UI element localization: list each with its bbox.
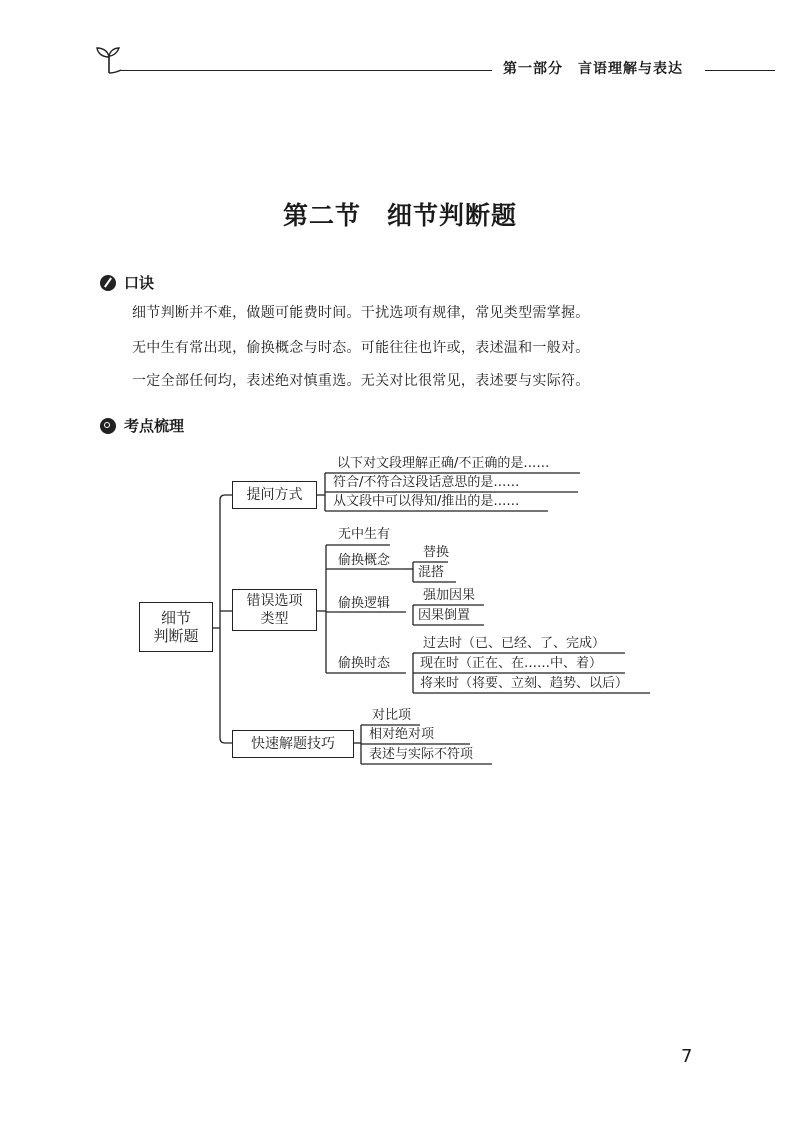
mindmap-question-item-3: 从文段中可以得知/推出的是…… xyxy=(333,494,520,509)
mindmap-tense-item-3: 将来时（将要、立刻、趋势、以后） xyxy=(420,676,629,691)
mindmap-sub-fabrication: 无中生有 xyxy=(338,527,391,542)
mindmap-root xyxy=(139,602,213,652)
page-title: 第二节 细节判断题 xyxy=(282,201,517,230)
mindmap-sub-tense: 偷换时态 xyxy=(338,656,391,671)
mindmap-root-line1: 细节 xyxy=(160,609,191,627)
mindmap-concept-item-1: 替换 xyxy=(423,545,450,560)
mindmap-concept-item-2: 混搭 xyxy=(418,565,445,580)
mindmap-branch-wrong-options xyxy=(232,589,317,631)
mindmap-root-line2: 判断题 xyxy=(153,627,199,645)
page-number: 7 xyxy=(681,1046,693,1067)
koujue-line-3: 一定全部任何均，表述绝对慎重选。无关对比很常见，表述要与实际符。 xyxy=(132,373,590,389)
mindmap-tip-item-3: 表述与实际不符项 xyxy=(369,747,474,762)
mindmap-question-item-1: 以下对文段理解正确/不正确的是…… xyxy=(337,456,550,471)
mindmap-question-item-2: 符合/不符合这段话意思的是…… xyxy=(333,475,520,490)
koujue-heading-text: 口诀 xyxy=(124,274,155,292)
mindmap-tip-item-2: 相对绝对项 xyxy=(369,727,435,742)
mindmap-logic-item-1: 强加因果 xyxy=(423,588,476,603)
mindmap-logic-item-2: 因果倒置 xyxy=(418,608,471,623)
kaodian-heading-text: 考点梳理 xyxy=(124,417,185,435)
header-section-title: 第一部分 言语理解与表达 xyxy=(503,61,683,77)
mindmap-tense-item-1: 过去时（已、已经、了、完成） xyxy=(423,636,606,651)
koujue-line-2: 无中生有常出现，偷换概念与时态。可能往往也许或，表述温和一般对。 xyxy=(132,340,590,356)
mindmap-tip-item-1: 对比项 xyxy=(372,708,412,723)
mindmap-sub-concept: 偷换概念 xyxy=(338,553,391,568)
mindmap-tense-item-2: 现在时（正在、在……中、着） xyxy=(420,656,603,671)
mindmap-branch2-line2: 类型 xyxy=(260,611,289,627)
koujue-line-1: 细节判断并不难，做题可能费时间。干扰选项有规律，常见类型需掌握。 xyxy=(132,305,590,321)
mindmap-sub-logic: 偷换逻辑 xyxy=(338,596,391,611)
mindmap-branch2-line1: 错误选项 xyxy=(246,593,303,609)
mindmap-branch-question: 提问方式 xyxy=(232,481,317,509)
mindmap-branch-quick-tips: 快速解题技巧 xyxy=(232,730,354,758)
